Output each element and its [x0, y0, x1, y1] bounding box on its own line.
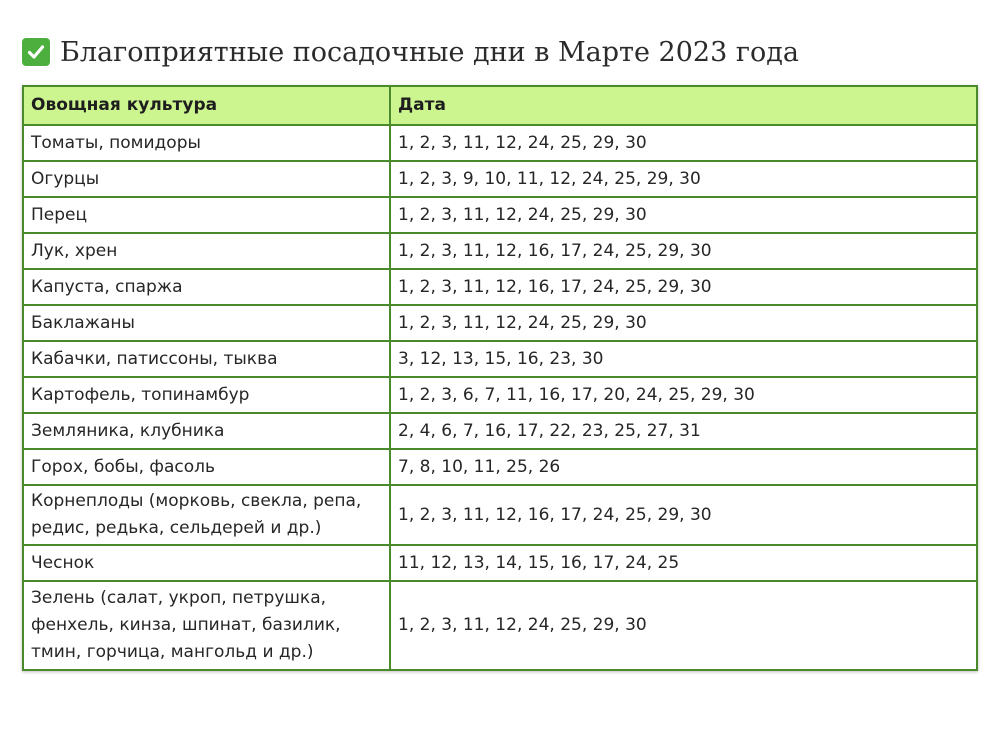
- table-row: [23, 341, 977, 377]
- crop-cell: Перец: [23, 197, 390, 233]
- crop-cell: Капуста, спаржа: [23, 269, 390, 305]
- dates-cell: 3, 12, 13, 15, 16, 23, 30: [390, 341, 977, 377]
- crop-cell: Земляника, клубника: [23, 413, 390, 449]
- check-mark-icon: [22, 38, 50, 66]
- dates-cell: 1, 2, 3, 11, 12, 24, 25, 29, 30: [390, 197, 977, 233]
- crop-cell: Баклажаны: [23, 305, 390, 341]
- crop-cell: Горох, бобы, фасоль: [23, 449, 390, 485]
- crop-cell: Картофель, топинамбур: [23, 377, 390, 413]
- table-row: [23, 449, 977, 485]
- table-row: [23, 197, 977, 233]
- crop-cell: Огурцы: [23, 161, 390, 197]
- table-row: [23, 545, 977, 581]
- crop-cell: Томаты, помидоры: [23, 125, 390, 161]
- dates-cell: 1, 2, 3, 11, 12, 24, 25, 29, 30: [390, 125, 977, 161]
- table-row: [23, 161, 977, 197]
- table-row: [23, 305, 977, 341]
- planting-days-table: [22, 85, 978, 671]
- dates-cell: 7, 8, 10, 11, 25, 26: [390, 449, 977, 485]
- page-title: [22, 30, 799, 74]
- dates-cell: 1, 2, 3, 11, 12, 24, 25, 29, 30: [390, 305, 977, 341]
- table-row: [23, 233, 977, 269]
- dates-cell: 1, 2, 3, 9, 10, 11, 12, 24, 25, 29, 30: [390, 161, 977, 197]
- dates-cell: 11, 12, 13, 14, 15, 16, 17, 24, 25: [390, 545, 977, 581]
- table-row: [23, 125, 977, 161]
- table-row: [23, 581, 977, 670]
- table-row: [23, 377, 977, 413]
- dates-cell: 1, 2, 3, 11, 12, 24, 25, 29, 30: [390, 581, 977, 670]
- dates-cell: 1, 2, 3, 11, 12, 16, 17, 24, 25, 29, 30: [390, 233, 977, 269]
- table-header-row: [23, 86, 977, 125]
- crop-cell: Зелень (салат, укроп, петрушка, фенхель, кинза, шпинат, базилик, тмин, горчица, мангольд и др.): [23, 581, 390, 670]
- crop-cell: Кабачки, патиссоны, тыква: [23, 341, 390, 377]
- table-row: [23, 485, 977, 545]
- page-title-text: Благоприятные посадочные дни в Марте 2023 года: [60, 36, 799, 68]
- dates-cell: 1, 2, 3, 11, 12, 16, 17, 24, 25, 29, 30: [390, 485, 977, 545]
- dates-cell: 1, 2, 3, 6, 7, 11, 16, 17, 20, 24, 25, 29, 30: [390, 377, 977, 413]
- dates-cell: 2, 4, 6, 7, 16, 17, 22, 23, 25, 27, 31: [390, 413, 977, 449]
- column-header-date: Дата: [390, 86, 977, 125]
- crop-cell: Чеснок: [23, 545, 390, 581]
- table-row: [23, 269, 977, 305]
- column-header-crop: Овощная культура: [23, 86, 390, 125]
- crop-cell: Корнеплоды (морковь, свекла, репа, редис, редька, сельдерей и др.): [23, 485, 390, 545]
- dates-cell: 1, 2, 3, 11, 12, 16, 17, 24, 25, 29, 30: [390, 269, 977, 305]
- table-row: [23, 413, 977, 449]
- crop-cell: Лук, хрен: [23, 233, 390, 269]
